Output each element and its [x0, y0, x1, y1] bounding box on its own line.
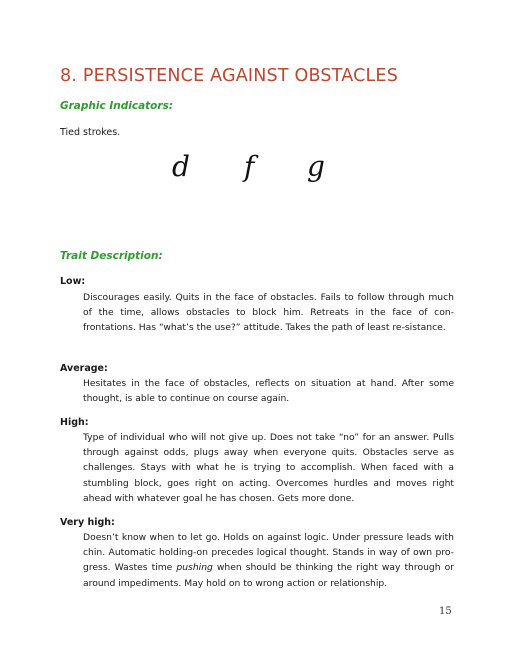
trait-level-average: Average: [60, 363, 108, 374]
indicator-text: Tied strokes. [60, 127, 121, 138]
page-number: 15 [439, 606, 452, 617]
trait-description-very-high: Doesn’t know when to let go. Holds on against logic. Under pressure leads with chin. Automatic holding-on precedes logical thought. Stands in way of own pro-gress. Wastes time pushing when should be thinking the right way through or around impediments. May hold on to wrong action or relationship. [83, 532, 454, 589]
handwriting-sample-d: d [172, 150, 190, 183]
trait-description-heading: Trait Description: [60, 250, 163, 262]
emphasis-pushing: pushing [176, 562, 213, 574]
graphic-indicators-heading: Graphic Indicators: [60, 100, 174, 112]
trait-description-high: Type of individual who will not give up. Does not take “no” for an answer. Pulls through against odds, plugs away when everyone quits. Obstacles serve as challenges. Stays with what he is trying to accomplish. When faced with a stumbling block, goes right on acting. Overcomes hurdles and moves right ahead with whatever goal he has chosen. Gets more done. [83, 432, 454, 504]
handwriting-sample-f: f [244, 150, 255, 183]
trait-description-average: Hesitates in the face of obstacles, reflects on situation at hand. After some thought, is able to continue on course again. [83, 378, 454, 405]
handwriting-sample-g: g [307, 150, 325, 183]
page-title: 8. PERSISTENCE AGAINST OBSTACLES [60, 66, 399, 86]
trait-level-very-high: Very high: [60, 517, 115, 528]
trait-description-low: Discourages easily. Quits in the face of obstacles. Fails to follow through much of the time, allows obstacles to block him. Retreats in the face of con-frontations. Has “what’s the use?” attitude. Takes the path of least re-sistance. [83, 292, 454, 334]
trait-level-low: Low: [60, 276, 86, 287]
trait-level-high: High: [60, 417, 89, 428]
